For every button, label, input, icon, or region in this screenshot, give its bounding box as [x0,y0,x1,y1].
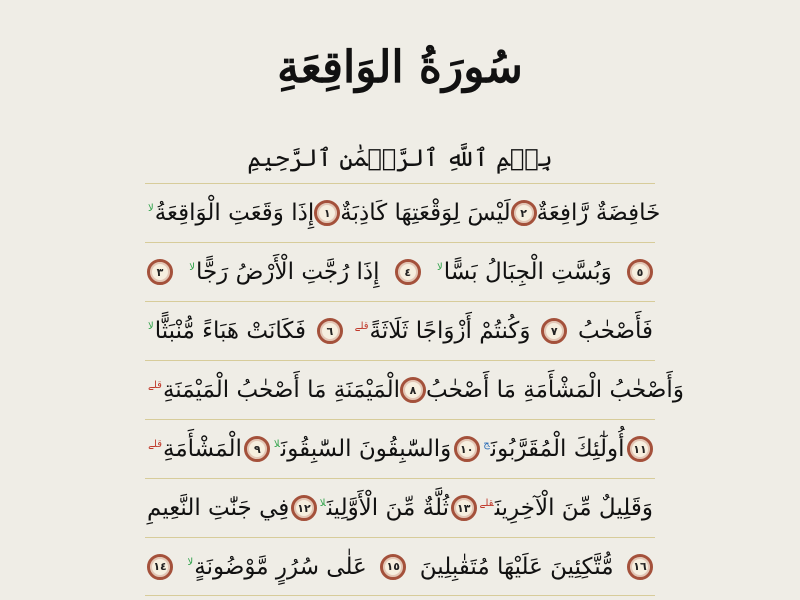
verse-text: وَبُسَّتِ الْجِبَالُ بَسًّا$^{لا}$ [437,259,612,285]
waqf-stop-sign: لا [319,498,326,510]
waqf-stop-sign: ج [483,439,490,451]
surah-title: سُورَةُ الوَاقِعَةِ [277,42,523,93]
verse-text: عَلٰى سُرُرٍ مَّوْضُونَةٍ$^{لا}$ [187,553,367,580]
verse-text: إِذَا رُجَّتِ الْأَرْضُ رَجًّا$^{لا}$ [189,259,380,285]
verse-line [145,537,655,596]
ayah-number-marker: ٥ [627,259,653,285]
waqf-stop-sign: قلے [479,498,494,510]
ayah-number-marker: ٨ [400,377,426,403]
verse-text: إِذَا وَقَعَتِ الْوَاقِعَةُ$^{لا}$ [148,200,315,226]
ayah-number-marker: ١٣ [451,495,477,521]
verse-text: الْمَشْأَمَةِ$^{قلے}$ [148,436,242,462]
waqf-stop-sign: لا [148,203,154,215]
verse-line [145,360,684,419]
waqf-stop-sign: لا [189,262,195,274]
verse-lines [145,183,684,600]
ayah-number-marker: ١٢ [291,495,317,521]
ayah-number-marker: ٦ [317,318,343,344]
basmala: بِسۡمِ ٱللَّهِ ٱلرَّحۡمَٰنِ ٱلرَّحِيمِ [247,144,553,172]
ayah-number-marker: ٢ [511,200,537,226]
verse-line [145,242,655,301]
ayah-number-marker: ١١ [627,436,653,462]
verse-line [145,183,661,242]
verse-text: لَيْسَ لِوَقْعَتِهَا كَاذِبَةٌ [340,200,511,226]
waqf-stop-sign: قلے [354,321,369,333]
verse-text: وَقَلِيلٌ مِّنَ الْآخِرِينَ$^{قلے}$ [479,495,653,521]
ayah-number-marker: ١٠ [454,436,480,462]
verse-text: فِي جَنّٰتِ النَّعِيمِ [147,495,290,521]
ayah-number-marker: ٩ [244,436,270,462]
ayah-number-marker: ١٤ [147,554,173,580]
ayah-number-marker: ٧ [541,318,567,344]
verse-text: وَأَصْحٰبُ الْمَشْأَمَةِ مَا أَصْحٰبُ [425,377,684,403]
ayah-number-marker: ١٦ [627,554,653,580]
verse-text: وَالسّٰبِقُونَ السّٰبِقُونَ$^{لا}$ [273,436,452,462]
ayah-number-marker: ١٥ [380,554,406,580]
verse-text: الْمَيْمَنَةِ مَا أَصْحٰبُ الْمَيْمَنَةِ$^{قلے}$ [148,377,400,403]
verse-text: خَافِضَةٌ رَّافِعَةٌ [536,200,661,226]
waqf-stop-sign: لا [273,439,280,451]
waqf-stop-sign: لا [148,321,154,333]
verse-text: وَكُنتُمْ أَزْوَاجًا ثَلَاثَةً$^{قلے}$ [354,318,531,344]
waqf-stop-sign: لا [437,262,443,274]
waqf-stop-sign: قلے [148,439,163,451]
verse-text: فَأَصْحٰبُ [578,318,653,344]
verse-line [145,301,655,360]
verse-line [145,478,655,537]
waqf-stop-sign: لا [187,556,194,568]
verse-text: مُّتَّكِئِينَ عَلَيْهَا مُتَقٰبِلِينَ [419,553,614,580]
ayah-number-marker: ٤ [395,259,421,285]
ayah-number-marker: ١ [314,200,340,226]
verse-text: ثُلَّةٌ مِّنَ الْأَوَّلِينَ$^{لا}$ [319,495,449,521]
verse-text: فَكَانَتْ هَبَاءً مُّنْبَثًّا$^{لا}$ [148,318,307,344]
verse-line [145,419,655,478]
ayah-number-marker: ٣ [147,259,173,285]
waqf-stop-sign: قلے [148,380,162,392]
verse-text: أُولٰٓئِكَ الْمُقَرَّبُونَ$^ج$ [483,436,625,462]
